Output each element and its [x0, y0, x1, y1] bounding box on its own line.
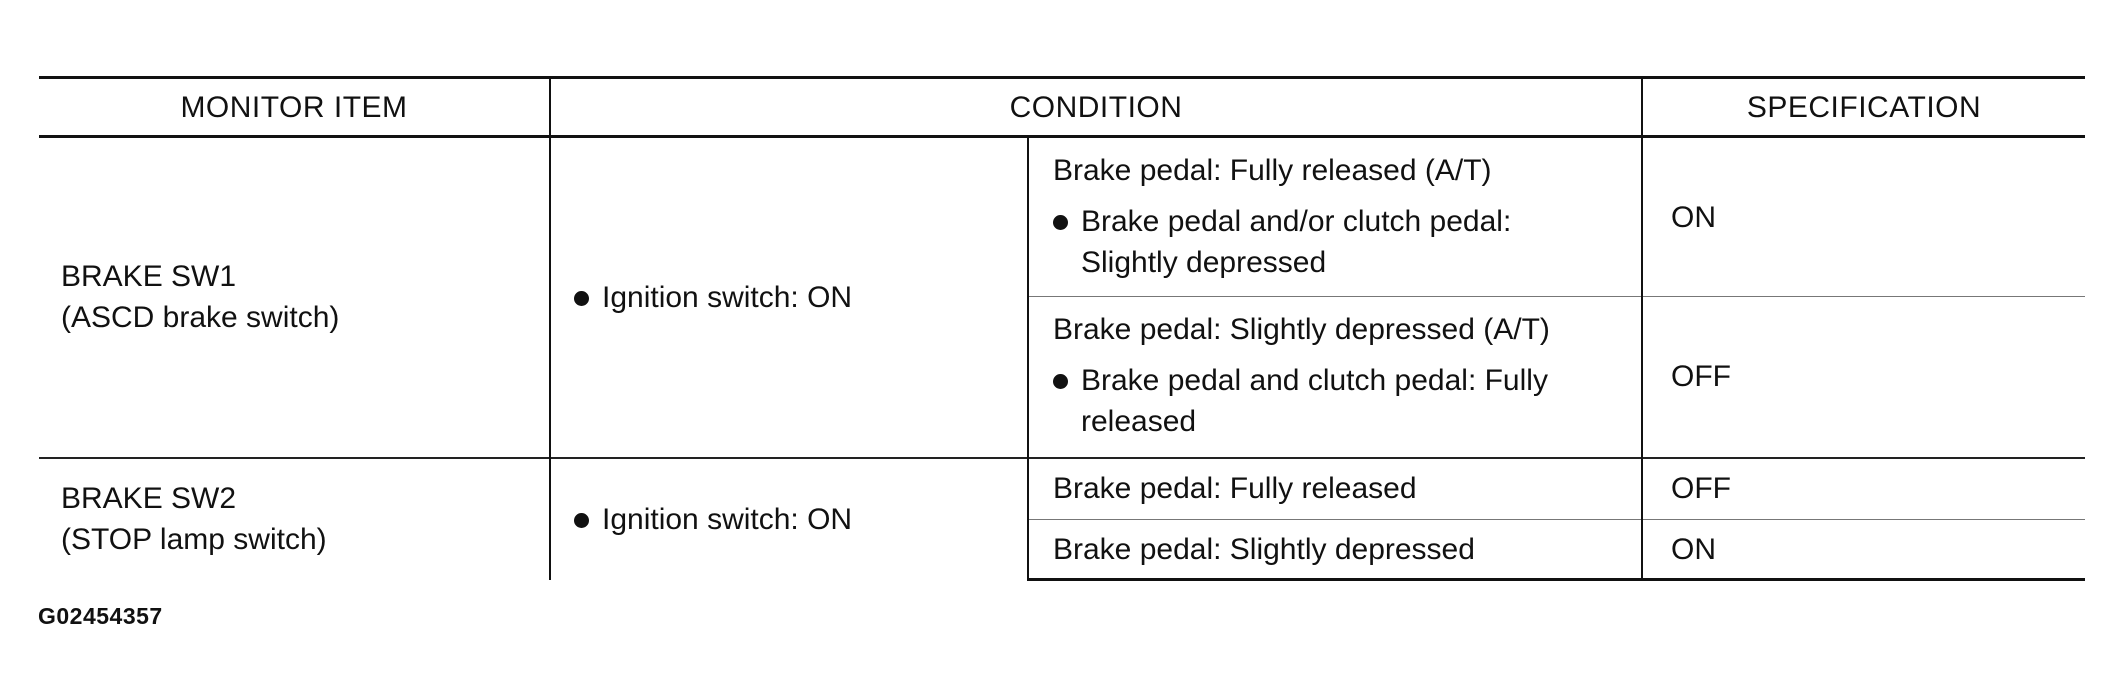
specification-cell: OFF	[1642, 458, 2085, 520]
monitor-item-desc: (ASCD brake switch)	[61, 301, 340, 335]
condition-cell	[550, 458, 1028, 580]
monitor-item-name: BRAKE SW1	[61, 260, 237, 294]
bullet-dot-icon	[1053, 215, 1068, 230]
sub-condition-title: Brake pedal: Fully released (A/T)	[1053, 153, 1492, 187]
header-condition: CONDITION	[550, 78, 1642, 137]
sub-condition-bullet-line1: Brake pedal and clutch pedal: Fully	[1081, 364, 1548, 398]
sub-condition-cell	[1028, 137, 1642, 297]
condition-cell	[550, 137, 1028, 458]
monitor-spec-table	[39, 76, 2085, 581]
monitor-item-name: BRAKE SW2	[61, 482, 237, 515]
header-monitor-item: MONITOR ITEM	[39, 78, 550, 137]
table-row	[39, 458, 2085, 520]
specification-cell: ON	[1642, 520, 2085, 580]
monitor-item-cell	[39, 137, 550, 458]
table-header-row	[39, 78, 2085, 137]
monitor-item-desc: (STOP lamp switch)	[61, 523, 327, 556]
sub-condition-title: Brake pedal: Slightly depressed (A/T)	[1053, 313, 1550, 347]
sub-condition-bullet-line2: released	[1081, 405, 1197, 439]
bullet-dot-icon	[1053, 374, 1068, 389]
specification-cell: OFF	[1642, 297, 2085, 458]
condition-text: Ignition switch: ON	[602, 502, 853, 536]
sub-condition-cell: Brake pedal: Fully released	[1028, 458, 1642, 520]
sub-condition-cell	[1028, 297, 1642, 458]
header-specification: SPECIFICATION	[1642, 78, 2085, 137]
condition-text: Ignition switch: ON	[602, 280, 853, 314]
table-row	[39, 137, 2085, 297]
monitor-item-cell	[39, 458, 550, 580]
bullet-dot-icon	[574, 513, 589, 528]
specification-cell: ON	[1642, 137, 2085, 297]
figure-id: G02454357	[38, 603, 163, 629]
bullet-dot-icon	[574, 291, 589, 306]
sub-condition-cell: Brake pedal: Slightly depressed	[1028, 520, 1642, 580]
sub-condition-bullet-line1: Brake pedal and/or clutch pedal:	[1081, 204, 1512, 238]
sub-condition-bullet-line2: Slightly depressed	[1081, 245, 1327, 279]
